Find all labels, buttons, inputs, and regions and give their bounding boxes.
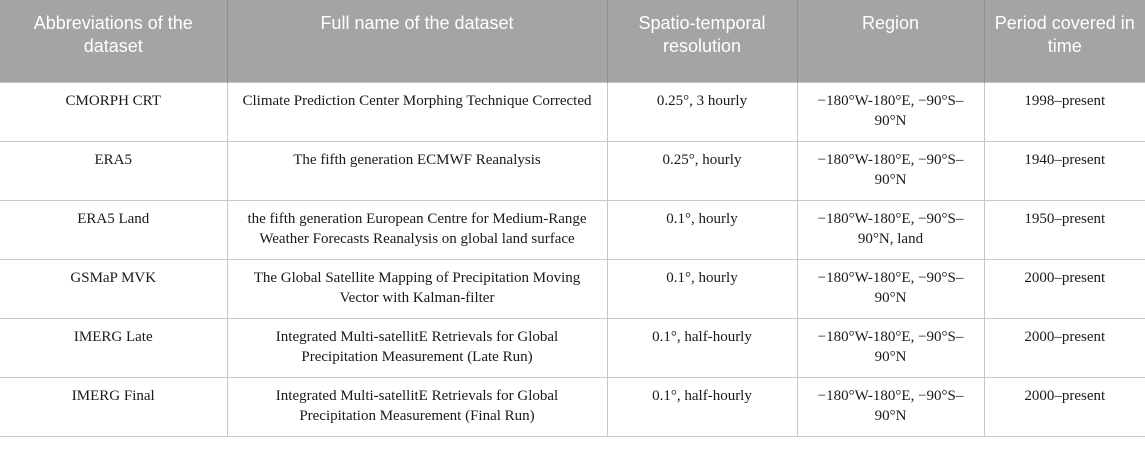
cell-abbreviation: ERA5 Land [0,200,227,259]
table-row [0,141,1145,200]
cell-abbreviation: IMERG Final [0,377,227,436]
cell-period: 2000–present [984,318,1145,377]
cell-period: 2000–present [984,377,1145,436]
cell-resolution: 0.1°, half-hourly [607,377,797,436]
header-abbreviation: Abbreviations of the dataset [0,0,227,82]
header-resolution: Spatio-temporal resolution [607,0,797,82]
header-region: Region [797,0,984,82]
table-row [0,259,1145,318]
cell-period: 2000–present [984,259,1145,318]
cell-abbreviation: GSMaP MVK [0,259,227,318]
cell-abbreviation: CMORPH CRT [0,82,227,141]
cell-resolution: 0.25°, hourly [607,141,797,200]
table-row [0,377,1145,436]
cell-full-name: Integrated Multi-satellitE Retrievals for Global Precipitation Measurement (Final Run) [227,377,607,436]
cell-region: −180°W-180°E, −90°S–90°N [797,318,984,377]
cell-full-name: the fifth generation European Centre for Medium-Range Weather Forecasts Reanalysis on global land surface [227,200,607,259]
cell-period: 1950–present [984,200,1145,259]
cell-period: 1998–present [984,82,1145,141]
cell-abbreviation: ERA5 [0,141,227,200]
cell-resolution: 0.1°, hourly [607,259,797,318]
cell-resolution: 0.25°, 3 hourly [607,82,797,141]
header-full-name: Full name of the dataset [227,0,607,82]
cell-full-name: Integrated Multi-satellitE Retrievals for Global Precipitation Measurement (Late Run) [227,318,607,377]
table-row [0,318,1145,377]
cell-period: 1940–present [984,141,1145,200]
cell-region: −180°W-180°E, −90°S–90°N [797,141,984,200]
cell-full-name: The Global Satellite Mapping of Precipitation Moving Vector with Kalman-filter [227,259,607,318]
cell-region: −180°W-180°E, −90°S–90°N [797,377,984,436]
header-row [0,0,1145,82]
table-header [0,0,1145,82]
cell-full-name: The fifth generation ECMWF Reanalysis [227,141,607,200]
cell-full-name: Climate Prediction Center Morphing Technique Corrected [227,82,607,141]
cell-region: −180°W-180°E, −90°S–90°N, land [797,200,984,259]
table-row [0,200,1145,259]
cell-region: −180°W-180°E, −90°S–90°N [797,259,984,318]
header-period: Period covered in time [984,0,1145,82]
cell-resolution: 0.1°, hourly [607,200,797,259]
cell-resolution: 0.1°, half-hourly [607,318,797,377]
table-row [0,82,1145,141]
cell-region: −180°W-180°E, −90°S–90°N [797,82,984,141]
cell-abbreviation: IMERG Late [0,318,227,377]
table-body [0,82,1145,436]
